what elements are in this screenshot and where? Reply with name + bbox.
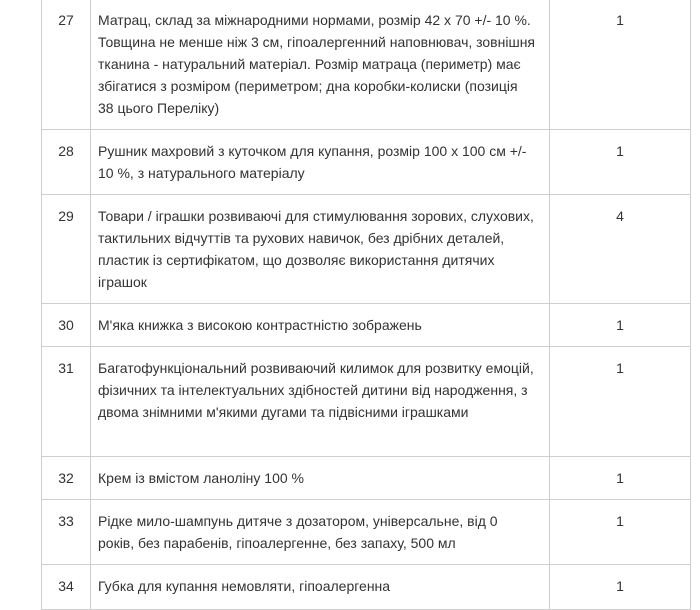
item-number: 32 xyxy=(42,457,91,500)
item-quantity: 1 xyxy=(550,347,691,457)
table-row xyxy=(42,347,691,457)
table-row xyxy=(42,304,691,347)
item-quantity: 1 xyxy=(550,457,691,500)
table-row xyxy=(42,457,691,500)
table-row xyxy=(42,130,691,195)
item-description: Товари / іграшки розвиваючі для стимулювання зорових, слухових, тактильних відчуттів та рухових навичок, без дрібних деталей, пластик із сертифікатом, що дозволяє використання дитячих іграшок xyxy=(91,195,550,304)
item-quantity: 1 xyxy=(550,130,691,195)
item-description: Губка для купання немовляти, гіпоалергенна xyxy=(91,565,550,610)
item-number: 29 xyxy=(42,195,91,304)
item-number: 30 xyxy=(42,304,91,347)
item-number: 34 xyxy=(42,565,91,610)
item-description: Матрац, склад за міжнародними нормами, розмір 42 х 70 +/- 10 %. Товщина не менше ніж 3 см, гіпоалергенний наповнювач, зовнішня тканина - натуральний матеріал. Розмір матраца (периметр) має збігатися з розміром (периметром; дна коробки-колиски (позиція 38 цього Переліку) xyxy=(91,0,550,130)
item-description: М'яка книжка з високою контрастністю зображень xyxy=(91,304,550,347)
item-quantity: 1 xyxy=(550,565,691,610)
item-description: Рушник махровий з куточком для купання, розмір 100 х 100 см +/- 10 %, з натурального матеріалу xyxy=(91,130,550,195)
item-number: 33 xyxy=(42,500,91,565)
item-quantity: 1 xyxy=(550,0,691,130)
item-number: 28 xyxy=(42,130,91,195)
item-description: Багатофункціональний розвиваючий килимок для розвитку емоцій, фізичних та інтелектуальних здібностей дитини від народження, з двома знімними м'якими дугами та підвісними іграшками xyxy=(91,347,550,457)
table-row xyxy=(42,500,691,565)
item-description: Рідке мило-шампунь дитяче з дозатором, універсальне, від 0 років, без парабенів, гіпоалергенне, без запаху, 500 мл xyxy=(91,500,550,565)
items-table xyxy=(41,0,691,610)
item-description: Крем із вмістом ланоліну 100 % xyxy=(91,457,550,500)
item-quantity: 4 xyxy=(550,195,691,304)
item-number: 31 xyxy=(42,347,91,457)
item-quantity: 1 xyxy=(550,304,691,347)
table-row xyxy=(42,565,691,610)
item-number: 27 xyxy=(42,0,91,130)
table-row xyxy=(42,0,691,130)
table-row xyxy=(42,195,691,304)
item-quantity: 1 xyxy=(550,500,691,565)
